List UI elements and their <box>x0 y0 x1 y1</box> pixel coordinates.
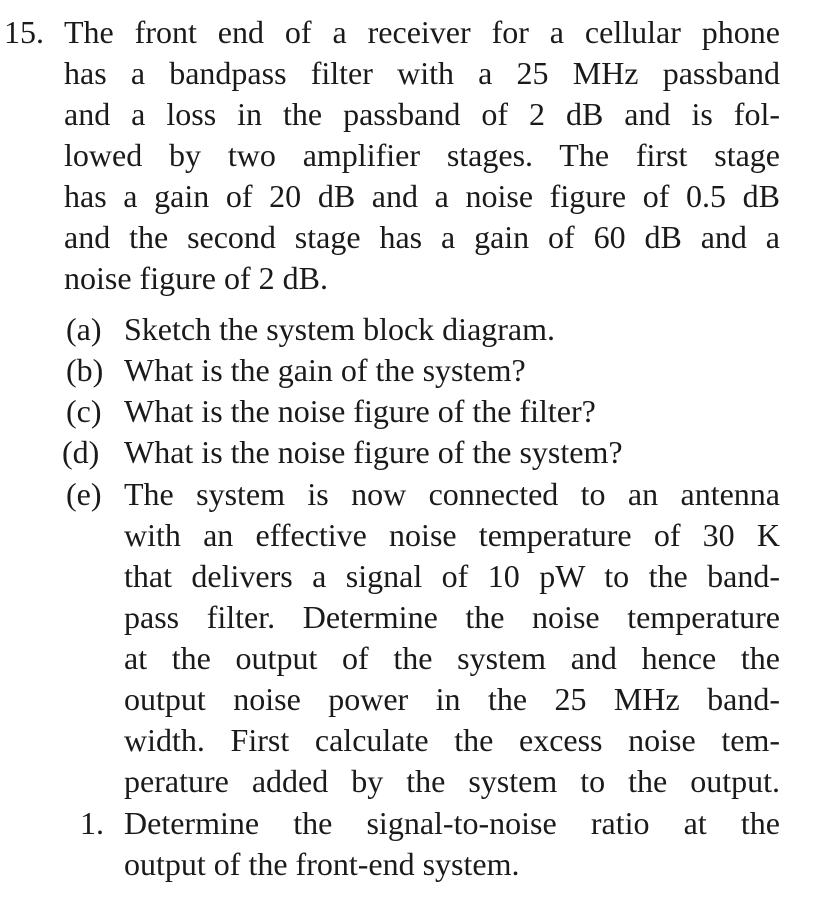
part-label: (b) <box>66 352 104 388</box>
part-text: Determine the signal-to-noise ratio at the <box>124 805 780 841</box>
stem-line: has a bandpass filter with a 25 MHz passband <box>64 55 780 91</box>
part-text: perature added by the system to the output. <box>124 763 780 799</box>
part-text: What is the gain of the system? <box>124 352 526 388</box>
part-text: at the output of the system and hence the <box>124 640 780 676</box>
part-text: width. First calculate the excess noise tem- <box>124 722 780 758</box>
part-label: (c) <box>66 393 102 429</box>
part-text: with an effective noise temperature of 30 K <box>124 517 780 553</box>
part-text: The system is now connected to an antenna <box>124 476 780 512</box>
problem-number: 15. <box>4 14 44 50</box>
part-text: Sketch the system block diagram. <box>124 311 556 347</box>
stem-line: lowed by two amplifier stages. The first stage <box>64 137 780 173</box>
part-label: (e) <box>66 476 102 512</box>
part-text: that delivers a signal of 10 pW to the band- <box>124 558 780 594</box>
part-text: pass filter. Determine the noise temperature <box>124 599 780 635</box>
part-text: output of the front-end system. <box>124 846 520 882</box>
part-label: (d) <box>62 434 100 470</box>
stem-line: The front end of a receiver for a cellular phone <box>64 14 780 50</box>
part-label: 1. <box>80 805 104 841</box>
part-text: What is the noise figure of the system? <box>124 434 623 470</box>
part-label: (a) <box>66 311 102 347</box>
stem-line: and the second stage has a gain of 60 dB and a <box>64 219 780 255</box>
part-text: What is the noise figure of the filter? <box>124 393 596 429</box>
stem-line: has a gain of 20 dB and a noise figure of 0.5 dB <box>64 178 780 214</box>
part-text: output noise power in the 25 MHz band- <box>124 681 780 717</box>
stem-line: and a loss in the passband of 2 dB and is fol- <box>64 96 780 132</box>
stem-line: noise figure of 2 dB. <box>64 260 328 296</box>
